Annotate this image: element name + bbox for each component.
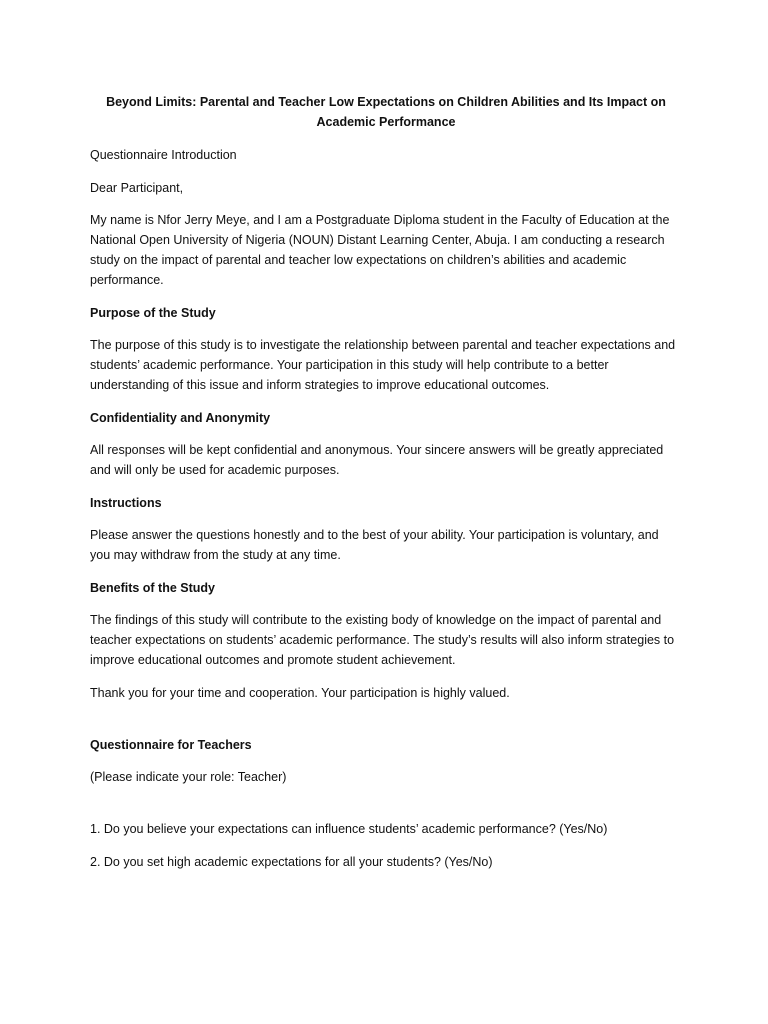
intro-label: Questionnaire Introduction	[90, 148, 237, 162]
intro-paragraph: My name is Nfor Jerry Meye, and I am a Postgraduate Diploma student in the Faculty of Education at the National Open University of Nigeria (NOUN) Distant Learning Center, Abuja. I am conducting a research study on the impact of parental and teacher low expectations on children’s abilities and academic performance.	[90, 213, 670, 287]
section-heading-purpose: Purpose of the Study	[90, 305, 216, 320]
section-heading-benefits: Benefits of the Study	[90, 580, 216, 595]
section-body-confidentiality: All responses will be kept confidential and anonymous. Your sincere answers will be greatly appreciated and will only be used for academic purposes.	[90, 443, 664, 477]
document-title: Beyond Limits: Parental and Teacher Low Expectations on Children Abilities and Its Impact on Academic Performance	[106, 95, 666, 129]
document-content	[90, 92, 682, 884]
section-heading-confidentiality: Confidentiality and Anonymity	[90, 410, 271, 425]
thanks-paragraph: Thank you for your time and cooperation. Your participation is highly valued.	[90, 685, 510, 700]
role-note: (Please indicate your role: Teacher)	[90, 770, 287, 784]
section-body-purpose: The purpose of this study is to investigate the relationship between parental and teacher expectations and students’ academic performance. Your participation in this study will help contribute to a better understanding of this issue and inform strategies to improve educational outcomes.	[90, 338, 676, 392]
question-item-1: 1. Do you believe your expectations can influence students’ academic performance? (Yes/No)	[90, 822, 608, 836]
section-body-benefits: The findings of this study will contribute to the existing body of knowledge on the impact of parental and teacher expectations on students’ academic performance. The study’s results will also inform strategies to improve educational outcomes and promote student achievement.	[90, 613, 675, 667]
section-heading-instructions: Instructions	[90, 495, 162, 510]
question-item-2: 2. Do you set high academic expectations for all your students? (Yes/No)	[90, 854, 493, 869]
section-body-instructions: Please answer the questions honestly and to the best of your ability. Your participation is voluntary, and you may withdraw from the study at any time.	[90, 528, 659, 562]
salutation: Dear Participant,	[90, 180, 184, 195]
questionnaire-heading: Questionnaire for Teachers	[90, 737, 252, 752]
